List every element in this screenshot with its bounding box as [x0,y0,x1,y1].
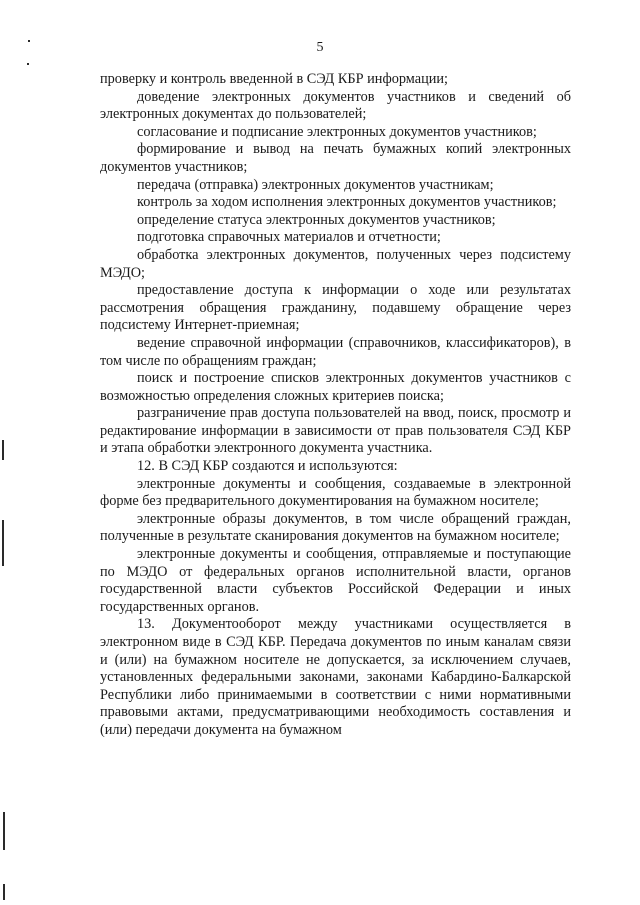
page-number: 5 [316,40,324,55]
paragraph: электронные документы и сообщения, создаваемые в электронной форме без предварительного документирования на бумажном носителе; [100,475,571,510]
paragraph: электронные документы и сообщения, отправляемые и поступающие по МЭДО от федеральных органов исполнительной власти, органов государственной власти субъектов Российской Федерации и иных государственных органов. [100,546,571,615]
document-body [100,71,571,740]
paragraph: подготовка справочных материалов и отчетности; [137,229,441,246]
paragraph: проверку и контроль введенной в СЭД КБР информации; [100,71,449,87]
paragraph: доведение электронных документов участников и сведений об электронных документах до пользователей; [100,88,571,123]
paragraph: предоставление доступа к информации о ходе или результатах рассмотрения обращения гражданину, подавшему обращение через подсистему Интернет-приемная; [100,282,571,334]
paragraph: электронные образы документов, в том числе обращений граждан, полученные в результате сканирования документов на бумажном носителе; [100,510,571,545]
scan-artifact [28,40,30,42]
paragraph: согласование и подписание электронных документов участников; [137,123,537,140]
scan-artifact [2,440,4,460]
paragraph: контроль за ходом исполнения электронных документов участников; [137,194,557,211]
paragraph: формирование и вывод на печать бумажных копий электронных документов участников; [100,141,571,175]
scan-artifact [3,812,5,850]
paragraph: обработка электронных документов, полученных через подсистему МЭДО; [100,246,571,281]
scan-artifact [27,63,29,65]
scan-artifact [2,520,4,566]
paragraph: передача (отправка) электронных документов участникам; [137,176,494,193]
scan-artifact [3,884,5,900]
paragraph: 13. Документооборот между участниками осуществляется в электронном виде в СЭД КБР. Передача документов по иным каналам связи и (или) на бумажном носителе не допускается, за исключением случаев, установленных федеральными законами, законами Кабардино-Балкарской Республики либо принимаемыми в соответствии с ними нормативными правовыми актами, предусматривающими необходимость составления и (или) передачи документа на бумажном [100,616,571,738]
paragraph: ведение справочной информации (справочников, классификаторов), в том числе по обращениям граждан; [100,334,571,369]
paragraph: поиск и построение списков электронных документов участников с возможностью определения сложных критериев поиска; [100,370,571,404]
paragraph: разграничение прав доступа пользователей на ввод, поиск, просмотр и редактирование информации в зависимости от прав пользователя СЭД КБР и этапа обработки электронного документа участника. [100,405,571,457]
section-heading: 12. В СЭД КБР создаются и используются: [137,458,398,475]
paragraph: определение статуса электронных документов участников; [137,211,496,228]
